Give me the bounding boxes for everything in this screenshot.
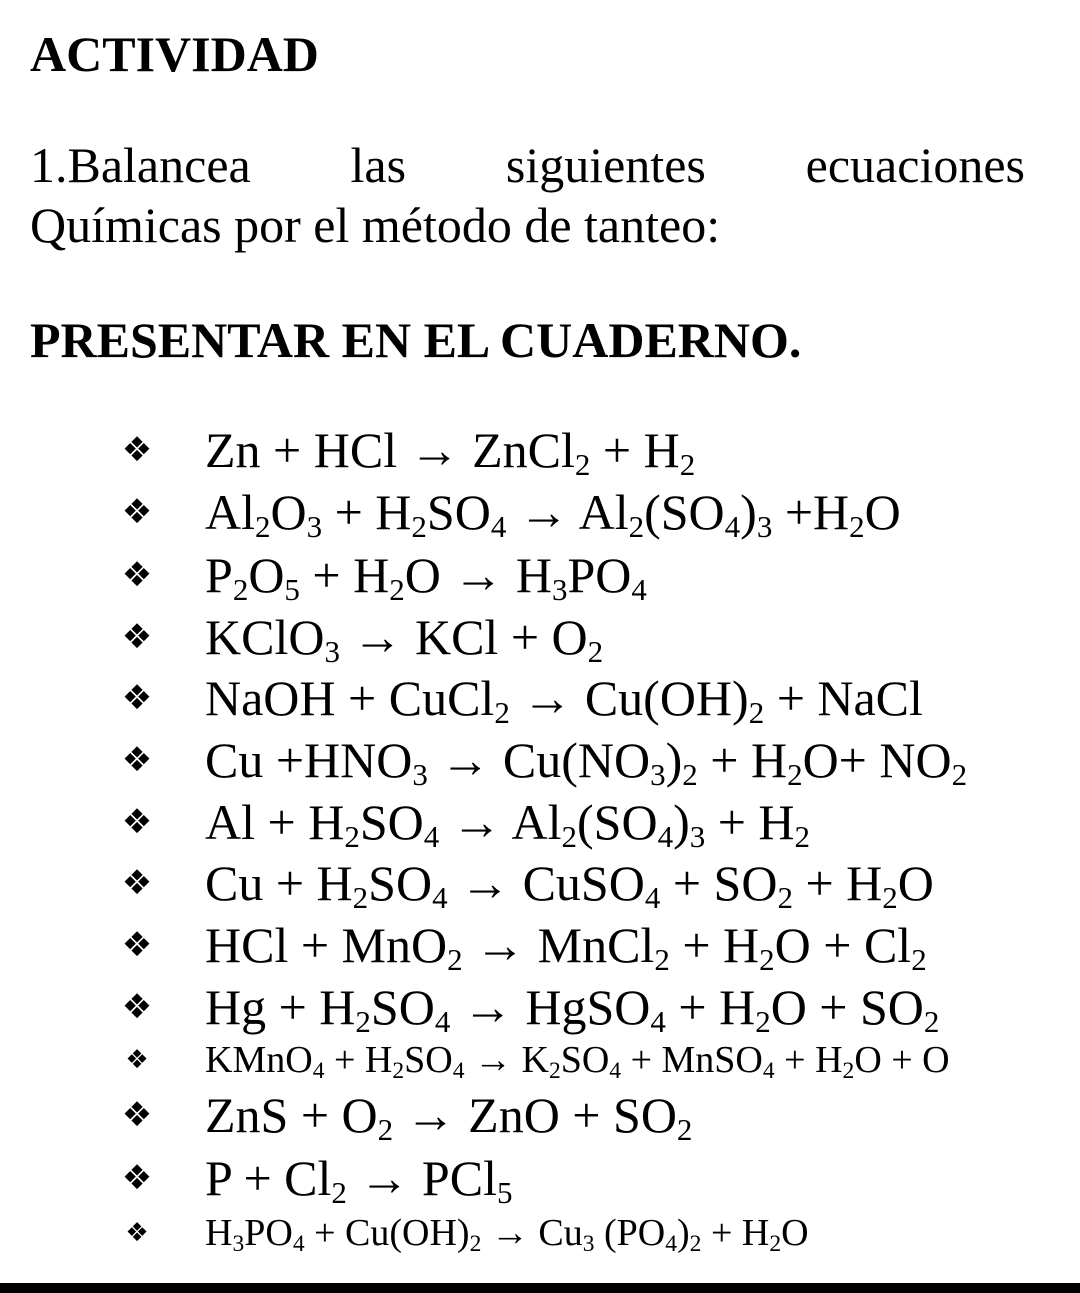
equation-text: $Al + H_2SO_4 \to Al_2(SO_4)_3 + H_2$ bbox=[205, 794, 811, 854]
equation-text: $P + Cl_2 \to PCl_5$ bbox=[205, 1150, 513, 1210]
instruction-word: ecuaciones bbox=[805, 137, 1025, 193]
instruction-line-1 bbox=[30, 135, 1025, 195]
diamond-bullet-icon: ❖ bbox=[121, 678, 153, 718]
diamond-bullet-icon: ❖ bbox=[121, 987, 153, 1027]
instruction-word: 1.Balancea bbox=[30, 137, 251, 193]
diamond-bullet-icon: ❖ bbox=[121, 740, 153, 780]
diamond-bullet-icon: ❖ bbox=[121, 925, 153, 965]
diamond-bullet-icon: ❖ bbox=[121, 492, 153, 532]
equation-text: $Hg + H_2SO_4$ → HgSO$_4$ + $H_2O + SO_2$ bbox=[205, 979, 940, 1039]
equation-text: KClO$_3$ → KCl + $O_2$ bbox=[205, 609, 604, 669]
instruction-word: las bbox=[350, 137, 407, 193]
equation-text: $H_3PO_4 + Cu(OH)_2 \to Cu_3$ $(PO_4)_2 + H_2O$ bbox=[205, 1212, 809, 1257]
equation-text: Zn + HCl → ZnCl$_2$ + $H_2$ bbox=[205, 422, 696, 482]
instruction-word: siguientes bbox=[505, 137, 706, 193]
instruction-text bbox=[30, 135, 1025, 255]
diamond-bullet-icon: ❖ bbox=[121, 1095, 153, 1135]
section-subtitle: PRESENTAR EN EL CUADERNO. bbox=[30, 312, 802, 368]
diamond-bullet-icon: ❖ bbox=[121, 863, 153, 903]
diamond-bullet-icon: ❖ bbox=[121, 1158, 153, 1198]
instruction-line-2: Químicas por el método de tanteo: bbox=[30, 197, 721, 253]
equation-text: $P_2O_5 + H_2O \to H_3PO_4$ bbox=[205, 547, 647, 607]
bottom-border bbox=[0, 1283, 1080, 1293]
equation-text: NaOH + CuCl$_2$ → $Cu(OH)_2$ + NaCl bbox=[205, 670, 923, 730]
diamond-bullet-icon: ❖ bbox=[125, 1218, 149, 1248]
equation-text: $Cu + H_2SO_4$ → CuSO$_4$ + $SO_2 + H_2O$ bbox=[205, 855, 934, 915]
diamond-bullet-icon: ❖ bbox=[121, 617, 153, 657]
equation-text: HCl + MnO$_2$ → MnCl$_2$ + $H_2O + Cl_2$ bbox=[205, 917, 927, 977]
diamond-bullet-icon: ❖ bbox=[121, 802, 153, 842]
equation-text: $Al_2O_3 + H_2SO_4 \to Al_2(SO_4)_3 +H_2O$ bbox=[205, 484, 901, 544]
equation-text: $Cu +HNO_3 \to Cu(NO_3)_2 + H_2O+ NO_2$ bbox=[205, 732, 968, 792]
diamond-bullet-icon: ❖ bbox=[121, 430, 153, 470]
equation-text: KMnO$_4$ + $H_2SO_4 \to K_2SO_4$ + MnSO$_4$ + $H_2O + O$ bbox=[205, 1039, 950, 1084]
page-title: ACTIVIDAD bbox=[30, 26, 319, 82]
diamond-bullet-icon: ❖ bbox=[121, 555, 153, 595]
equation-text: ZnS + $O_2$ → ZnO + $SO_2$ bbox=[205, 1087, 693, 1147]
diamond-bullet-icon: ❖ bbox=[125, 1045, 149, 1075]
